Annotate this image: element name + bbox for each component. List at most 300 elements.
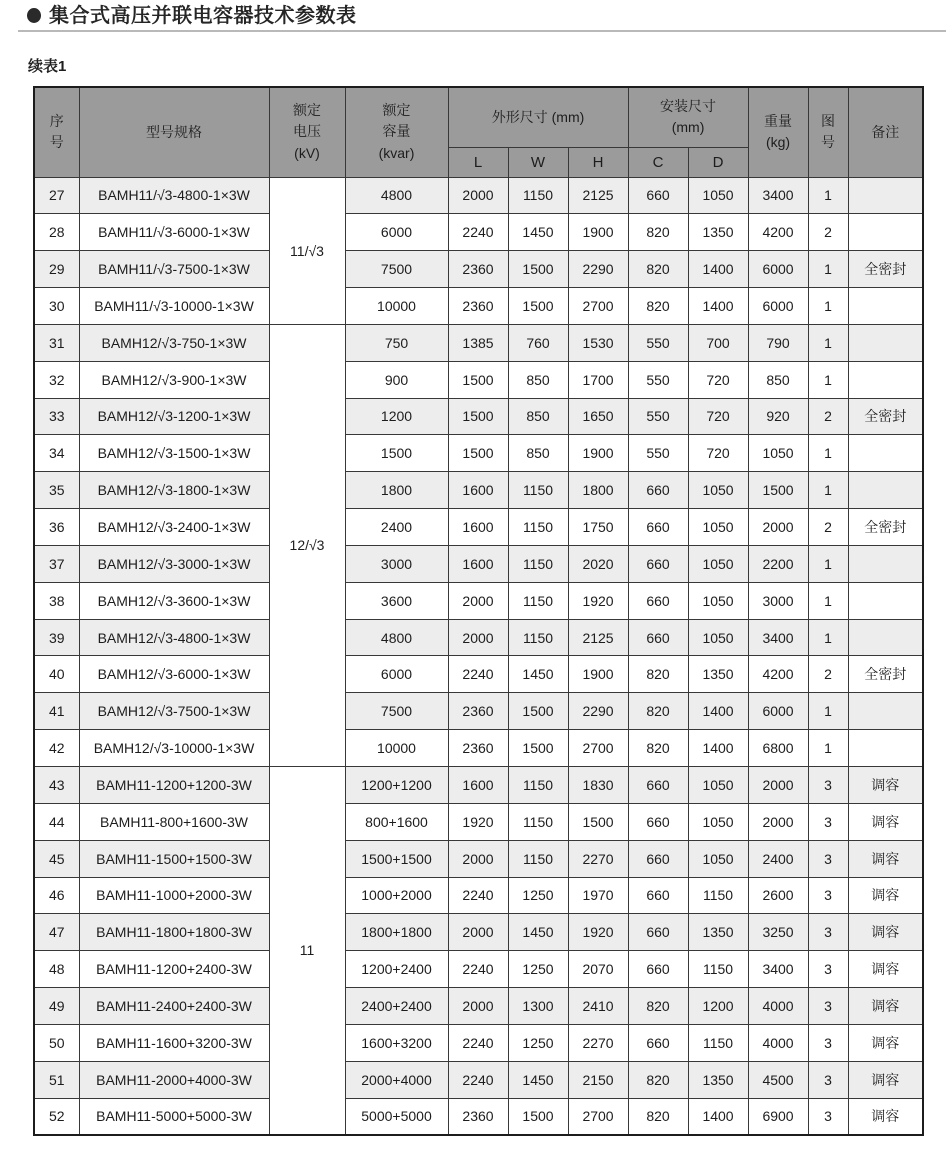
cell-figure-no: 3	[808, 840, 848, 877]
cell-rated-capacity: 7500	[345, 693, 448, 730]
header-capacity-line2: 容量	[382, 123, 411, 140]
header-figure-line1: 图	[821, 112, 836, 129]
cell-figure-no: 1	[808, 582, 848, 619]
cell-dim-C: 820	[628, 1061, 688, 1098]
header-voltage-line1: 额定	[293, 101, 321, 118]
cell-weight: 4200	[748, 656, 808, 693]
cell-dim-C: 550	[628, 361, 688, 398]
cell-weight: 2400	[748, 840, 808, 877]
cell-weight: 2000	[748, 509, 808, 546]
cell-note: 调容	[848, 1098, 923, 1135]
cell-model: BAMH11-2400+2400-3W	[79, 988, 269, 1025]
cell-serial: 50	[34, 1024, 79, 1061]
cell-rated-capacity: 800+1600	[345, 803, 448, 840]
cell-dim-W: 1300	[508, 988, 568, 1025]
cell-weight: 3400	[748, 951, 808, 988]
cell-dim-H: 2270	[568, 1024, 628, 1061]
cell-dim-C: 660	[628, 840, 688, 877]
cell-note	[848, 472, 923, 509]
cell-note: 调容	[848, 951, 923, 988]
cell-dim-D: 1400	[688, 730, 748, 767]
cell-weight: 3400	[748, 619, 808, 656]
cell-model: BAMH12/√3-10000-1×3W	[79, 730, 269, 767]
cell-weight: 2600	[748, 877, 808, 914]
cell-serial: 35	[34, 472, 79, 509]
cell-figure-no: 3	[808, 877, 848, 914]
header-weight-line1: 重量	[764, 112, 793, 129]
table-row	[34, 693, 923, 730]
cell-serial: 31	[34, 324, 79, 361]
cell-dim-H: 1970	[568, 877, 628, 914]
cell-note	[848, 545, 923, 582]
cell-dim-D: 1050	[688, 509, 748, 546]
table-row	[34, 840, 923, 877]
cell-rated-capacity: 1200	[345, 398, 448, 435]
cell-dim-D: 1350	[688, 214, 748, 251]
cell-dim-C: 820	[628, 1098, 688, 1135]
cell-rated-capacity: 6000	[345, 656, 448, 693]
cell-weight: 6000	[748, 693, 808, 730]
cell-figure-no: 2	[808, 214, 848, 251]
cell-weight: 1050	[748, 435, 808, 472]
cell-figure-no: 1	[808, 545, 848, 582]
cell-weight: 6900	[748, 1098, 808, 1135]
table-row	[34, 1098, 923, 1135]
cell-model: BAMH11-1200+2400-3W	[79, 951, 269, 988]
cell-figure-no: 2	[808, 398, 848, 435]
cell-dim-W: 1450	[508, 656, 568, 693]
cell-dim-C: 820	[628, 730, 688, 767]
cell-figure-no: 3	[808, 1061, 848, 1098]
cell-note: 全密封	[848, 398, 923, 435]
cell-note	[848, 730, 923, 767]
cell-figure-no: 1	[808, 435, 848, 472]
table-row	[34, 656, 923, 693]
cell-dim-H: 2270	[568, 840, 628, 877]
cell-dim-L: 2360	[448, 730, 508, 767]
cell-dim-L: 1600	[448, 509, 508, 546]
table-row	[34, 435, 923, 472]
cell-dim-H: 1750	[568, 509, 628, 546]
cell-weight: 920	[748, 398, 808, 435]
cell-dim-C: 550	[628, 435, 688, 472]
header-serial-line2: 号	[49, 134, 64, 151]
cell-dim-C: 660	[628, 582, 688, 619]
cell-dim-W: 1450	[508, 1061, 568, 1098]
cell-figure-no: 3	[808, 767, 848, 804]
header-dim-W: W	[508, 147, 568, 177]
table-row	[34, 914, 923, 951]
cell-model: BAMH11/√3-6000-1×3W	[79, 214, 269, 251]
cell-dim-L: 2360	[448, 251, 508, 288]
header-figure-line2: 号	[821, 134, 836, 151]
cell-model: BAMH11-800+1600-3W	[79, 803, 269, 840]
cell-dim-L: 1500	[448, 361, 508, 398]
table-row	[34, 619, 923, 656]
cell-dim-D: 720	[688, 361, 748, 398]
cell-figure-no: 2	[808, 656, 848, 693]
cell-dim-L: 2000	[448, 988, 508, 1025]
cell-dim-H: 1800	[568, 472, 628, 509]
cell-model: BAMH11-1600+3200-3W	[79, 1024, 269, 1061]
cell-dim-L: 1600	[448, 472, 508, 509]
cell-rated-capacity: 1200+2400	[345, 951, 448, 988]
cell-serial: 42	[34, 730, 79, 767]
cell-dim-D: 1050	[688, 177, 748, 214]
cell-rated-capacity: 2000+4000	[345, 1061, 448, 1098]
cell-note: 调容	[848, 1024, 923, 1061]
table-body	[34, 177, 923, 1135]
header-group-row	[34, 87, 923, 147]
header-model: 型号规格	[79, 87, 269, 177]
table-row	[34, 803, 923, 840]
cell-model: BAMH11-2000+4000-3W	[79, 1061, 269, 1098]
cell-figure-no: 1	[808, 324, 848, 361]
cell-dim-D: 720	[688, 398, 748, 435]
cell-dim-C: 660	[628, 472, 688, 509]
cell-figure-no: 1	[808, 619, 848, 656]
header-outline-dims-group: 外形尺寸 (mm)	[448, 87, 628, 147]
cell-model: BAMH12/√3-3600-1×3W	[79, 582, 269, 619]
cell-dim-C: 660	[628, 619, 688, 656]
cell-weight: 2000	[748, 767, 808, 804]
cell-note	[848, 214, 923, 251]
cell-dim-C: 660	[628, 1024, 688, 1061]
cell-weight: 6000	[748, 251, 808, 288]
cell-weight: 2000	[748, 803, 808, 840]
cell-dim-L: 1385	[448, 324, 508, 361]
cell-rated-capacity: 1800	[345, 472, 448, 509]
cell-note	[848, 324, 923, 361]
cell-figure-no: 3	[808, 988, 848, 1025]
cell-serial: 47	[34, 914, 79, 951]
header-dim-D: D	[688, 147, 748, 177]
cell-rated-capacity: 7500	[345, 251, 448, 288]
header-weight-unit: (kg)	[765, 134, 791, 151]
cell-dim-W: 850	[508, 361, 568, 398]
cell-rated-capacity: 750	[345, 324, 448, 361]
bullet-icon	[27, 8, 41, 23]
cell-dim-W: 1500	[508, 288, 568, 325]
cell-figure-no: 1	[808, 730, 848, 767]
cell-rated-capacity: 4800	[345, 177, 448, 214]
cell-dim-C: 820	[628, 288, 688, 325]
cell-model: BAMH12/√3-4800-1×3W	[79, 619, 269, 656]
cell-serial: 39	[34, 619, 79, 656]
table-row	[34, 877, 923, 914]
cell-rated-capacity: 5000+5000	[345, 1098, 448, 1135]
cell-dim-L: 2360	[448, 1098, 508, 1135]
cell-serial: 52	[34, 1098, 79, 1135]
cell-model: BAMH11/√3-10000-1×3W	[79, 288, 269, 325]
cell-dim-D: 1400	[688, 693, 748, 730]
cell-model: BAMH11/√3-4800-1×3W	[79, 177, 269, 214]
cell-dim-C: 660	[628, 177, 688, 214]
cell-dim-C: 820	[628, 251, 688, 288]
cell-weight: 6000	[748, 288, 808, 325]
cell-dim-H: 2020	[568, 545, 628, 582]
cell-dim-C: 820	[628, 988, 688, 1025]
cell-rated-capacity: 3000	[345, 545, 448, 582]
cell-dim-D: 1050	[688, 472, 748, 509]
cell-model: BAMH12/√3-1200-1×3W	[79, 398, 269, 435]
table-row	[34, 1024, 923, 1061]
table-row	[34, 988, 923, 1025]
cell-rated-capacity: 2400+2400	[345, 988, 448, 1025]
cell-dim-W: 1250	[508, 877, 568, 914]
cell-serial: 48	[34, 951, 79, 988]
cell-note	[848, 693, 923, 730]
cell-dim-D: 1150	[688, 1024, 748, 1061]
cell-figure-no: 1	[808, 177, 848, 214]
cell-dim-L: 2000	[448, 914, 508, 951]
cell-dim-L: 1600	[448, 767, 508, 804]
cell-serial: 28	[34, 214, 79, 251]
cell-model: BAMH11-1200+1200-3W	[79, 767, 269, 804]
table-row	[34, 361, 923, 398]
header-mount-unit: (mm)	[671, 119, 705, 136]
cell-dim-W: 1150	[508, 472, 568, 509]
cell-model: BAMH12/√3-750-1×3W	[79, 324, 269, 361]
cell-rated-voltage: 11/√3	[269, 177, 345, 324]
header-dim-L: L	[448, 147, 508, 177]
cell-dim-L: 1920	[448, 803, 508, 840]
cell-dim-L: 2000	[448, 619, 508, 656]
cell-note: 调容	[848, 803, 923, 840]
cell-dim-D: 1400	[688, 251, 748, 288]
cell-dim-C: 660	[628, 914, 688, 951]
cell-figure-no: 1	[808, 361, 848, 398]
header-voltage	[269, 87, 345, 177]
cell-dim-D: 1400	[688, 1098, 748, 1135]
table-row	[34, 324, 923, 361]
cell-dim-C: 820	[628, 656, 688, 693]
header-weight	[748, 87, 808, 177]
table-row	[34, 1061, 923, 1098]
header-capacity	[345, 87, 448, 177]
cell-dim-W: 1250	[508, 1024, 568, 1061]
table-row	[34, 398, 923, 435]
cell-dim-W: 1150	[508, 767, 568, 804]
cell-rated-capacity: 1800+1800	[345, 914, 448, 951]
table-row	[34, 214, 923, 251]
cell-dim-D: 1350	[688, 914, 748, 951]
header-voltage-unit: (kV)	[294, 145, 320, 162]
cell-dim-C: 660	[628, 803, 688, 840]
cell-dim-H: 2125	[568, 619, 628, 656]
cell-note	[848, 361, 923, 398]
header-note: 备注	[848, 87, 923, 177]
cell-dim-W: 1500	[508, 251, 568, 288]
cell-dim-L: 2240	[448, 656, 508, 693]
cell-note	[848, 582, 923, 619]
cell-dim-L: 2240	[448, 951, 508, 988]
cell-model: BAMH11-5000+5000-3W	[79, 1098, 269, 1135]
cell-weight: 3000	[748, 582, 808, 619]
table-row	[34, 509, 923, 546]
header-voltage-line2: 电压	[293, 123, 321, 140]
cell-rated-capacity: 900	[345, 361, 448, 398]
cell-serial: 38	[34, 582, 79, 619]
header-dim-H: H	[568, 147, 628, 177]
cell-dim-H: 2700	[568, 1098, 628, 1135]
page-title: 集合式高压并联电容器技术参数表	[49, 4, 357, 27]
cell-dim-D: 1150	[688, 877, 748, 914]
cell-dim-W: 1450	[508, 214, 568, 251]
cell-dim-D: 1050	[688, 545, 748, 582]
cell-dim-W: 1500	[508, 730, 568, 767]
cell-dim-D: 700	[688, 324, 748, 361]
table-row	[34, 951, 923, 988]
cell-figure-no: 1	[808, 251, 848, 288]
cell-figure-no: 3	[808, 1024, 848, 1061]
cell-dim-L: 2240	[448, 1061, 508, 1098]
cell-dim-W: 1150	[508, 803, 568, 840]
cell-dim-H: 2700	[568, 730, 628, 767]
cell-dim-D: 1150	[688, 951, 748, 988]
cell-figure-no: 1	[808, 472, 848, 509]
cell-model: BAMH12/√3-900-1×3W	[79, 361, 269, 398]
table-row	[34, 177, 923, 214]
cell-dim-C: 820	[628, 693, 688, 730]
cell-serial: 27	[34, 177, 79, 214]
cell-model: BAMH12/√3-1800-1×3W	[79, 472, 269, 509]
cell-dim-H: 2290	[568, 251, 628, 288]
cell-weight: 6800	[748, 730, 808, 767]
cell-rated-capacity: 1600+3200	[345, 1024, 448, 1061]
cell-dim-W: 1150	[508, 582, 568, 619]
cell-serial: 33	[34, 398, 79, 435]
cell-dim-C: 550	[628, 324, 688, 361]
cell-dim-H: 2700	[568, 288, 628, 325]
cell-figure-no: 3	[808, 1098, 848, 1135]
cell-dim-W: 1150	[508, 545, 568, 582]
cell-serial: 45	[34, 840, 79, 877]
cell-weight: 4000	[748, 1024, 808, 1061]
cell-dim-D: 1400	[688, 288, 748, 325]
cell-figure-no: 1	[808, 288, 848, 325]
table-row	[34, 251, 923, 288]
cell-note	[848, 619, 923, 656]
cell-serial: 49	[34, 988, 79, 1025]
cell-dim-H: 1530	[568, 324, 628, 361]
cell-dim-H: 1900	[568, 214, 628, 251]
cell-dim-W: 1250	[508, 951, 568, 988]
cell-serial: 32	[34, 361, 79, 398]
cell-dim-H: 1500	[568, 803, 628, 840]
cell-rated-capacity: 1500+1500	[345, 840, 448, 877]
cell-note: 调容	[848, 840, 923, 877]
cell-model: BAMH11/√3-7500-1×3W	[79, 251, 269, 288]
cell-serial: 37	[34, 545, 79, 582]
cell-dim-D: 1350	[688, 656, 748, 693]
cell-note	[848, 288, 923, 325]
cell-model: BAMH12/√3-2400-1×3W	[79, 509, 269, 546]
cell-dim-H: 2290	[568, 693, 628, 730]
cell-dim-H: 1920	[568, 914, 628, 951]
cell-serial: 46	[34, 877, 79, 914]
cell-model: BAMH11-1500+1500-3W	[79, 840, 269, 877]
cell-dim-L: 2000	[448, 582, 508, 619]
cell-rated-capacity: 1200+1200	[345, 767, 448, 804]
cell-dim-D: 1050	[688, 619, 748, 656]
cell-dim-C: 660	[628, 951, 688, 988]
cell-dim-D: 1050	[688, 840, 748, 877]
cell-dim-D: 1050	[688, 582, 748, 619]
header-serial-line1: 序	[49, 112, 64, 129]
cell-serial: 30	[34, 288, 79, 325]
header-capacity-unit: (kvar)	[378, 145, 415, 162]
cell-note: 全密封	[848, 251, 923, 288]
cell-serial: 40	[34, 656, 79, 693]
cell-dim-W: 850	[508, 398, 568, 435]
cell-dim-C: 660	[628, 767, 688, 804]
cell-rated-capacity: 1000+2000	[345, 877, 448, 914]
cell-note: 调容	[848, 914, 923, 951]
cell-rated-capacity: 3600	[345, 582, 448, 619]
cell-weight: 3400	[748, 177, 808, 214]
cell-dim-D: 720	[688, 435, 748, 472]
cell-dim-W: 1500	[508, 1098, 568, 1135]
header-dim-C: C	[628, 147, 688, 177]
cell-model: BAMH12/√3-1500-1×3W	[79, 435, 269, 472]
cell-note: 调容	[848, 1061, 923, 1098]
cell-weight: 790	[748, 324, 808, 361]
cell-dim-W: 1150	[508, 840, 568, 877]
cell-model: BAMH12/√3-7500-1×3W	[79, 693, 269, 730]
cell-dim-L: 2360	[448, 693, 508, 730]
cell-note: 调容	[848, 767, 923, 804]
cell-note: 调容	[848, 988, 923, 1025]
cell-figure-no: 1	[808, 693, 848, 730]
header-capacity-line1: 额定	[382, 101, 411, 118]
cell-rated-voltage: 12/√3	[269, 324, 345, 766]
cell-dim-W: 1500	[508, 693, 568, 730]
cell-note: 全密封	[848, 656, 923, 693]
cell-note	[848, 177, 923, 214]
cell-dim-L: 1500	[448, 435, 508, 472]
cell-weight: 4200	[748, 214, 808, 251]
cell-dim-D: 1050	[688, 803, 748, 840]
cell-weight: 2200	[748, 545, 808, 582]
cell-dim-W: 1150	[508, 619, 568, 656]
parameters-table	[33, 86, 924, 1136]
table-row	[34, 730, 923, 767]
cell-serial: 43	[34, 767, 79, 804]
cell-dim-L: 1500	[448, 398, 508, 435]
cell-dim-W: 1450	[508, 914, 568, 951]
continued-table-label: 续表1	[28, 58, 67, 75]
cell-rated-capacity: 1500	[345, 435, 448, 472]
cell-dim-H: 1920	[568, 582, 628, 619]
table-row	[34, 767, 923, 804]
cell-figure-no: 3	[808, 951, 848, 988]
header-serial	[34, 87, 79, 177]
cell-note	[848, 435, 923, 472]
header-figure	[808, 87, 848, 177]
cell-dim-D: 1050	[688, 767, 748, 804]
cell-rated-capacity: 4800	[345, 619, 448, 656]
cell-model: BAMH12/√3-6000-1×3W	[79, 656, 269, 693]
cell-rated-capacity: 10000	[345, 730, 448, 767]
cell-serial: 29	[34, 251, 79, 288]
cell-model: BAMH11-1800+1800-3W	[79, 914, 269, 951]
cell-note: 调容	[848, 877, 923, 914]
cell-note: 全密封	[848, 509, 923, 546]
cell-rated-capacity: 10000	[345, 288, 448, 325]
cell-rated-capacity: 6000	[345, 214, 448, 251]
cell-dim-L: 2360	[448, 288, 508, 325]
